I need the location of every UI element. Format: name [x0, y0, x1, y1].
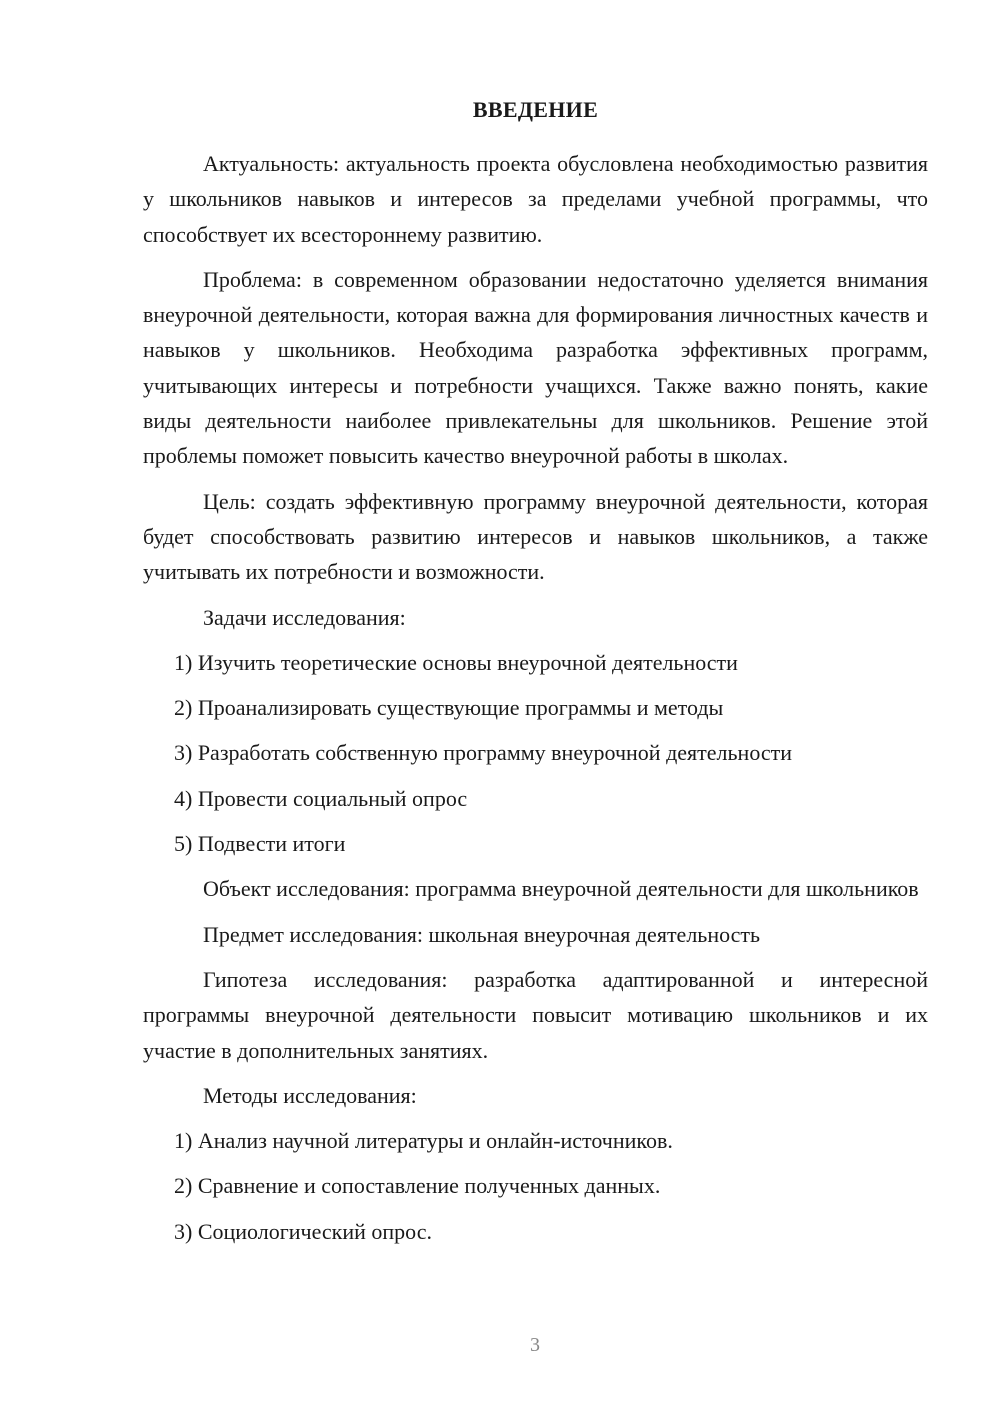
object-paragraph: Объект исследования: программа внеурочной деятельности для школьников: [203, 876, 919, 902]
method-item-1: 1) Анализ научной литературы и онлайн-источников.: [174, 1128, 673, 1154]
document-title: ВВЕДЕНИЕ: [472, 97, 599, 122]
task-item-1: 1) Изучить теоретические основы внеурочной деятельности: [174, 649, 738, 675]
tasks-heading: Задачи исследования:: [203, 604, 406, 630]
goal-paragraph: Цель: создать эффективную программу внеурочной деятельности, которая будет способствовать развитию интересов и навыков школьников, а также учитывать их потребности и возможности.: [143, 488, 928, 585]
method-item-2: 2) Сравнение и сопоставление полученных данных.: [174, 1173, 661, 1199]
problem-paragraph: Проблема: в современном образовании недостаточно уделяется внимания внеурочной деятельности, которая важна для формирования личностных качеств и навыков у школьников. Необходима разработка эффективных программ, учитывающих интересы и потребности учащихся. Также важно понять, какие виды деятельности наиболее привлекательны для школьников. Решение этой проблемы поможет повысить качество внеурочной работы в школах.: [143, 266, 928, 469]
task-item-3: 3) Разработать собственную программу внеурочной деятельности: [174, 740, 793, 766]
subject-paragraph: Предмет исследования: школьная внеурочная деятельность: [203, 921, 761, 947]
tasks-list: [143, 645, 928, 861]
hypothesis-paragraph: Гипотеза исследования: разработка адаптированной и интересной программы внеурочной деятельности повысит мотивацию школьников и их участие в дополнительных занятиях.: [143, 966, 928, 1063]
task-item-2: 2) Проанализировать существующие программы и методы: [174, 695, 724, 721]
document-page: [143, 96, 928, 1259]
task-item-4: 4) Провести социальный опрос: [174, 785, 468, 811]
page-number: 3: [530, 1334, 540, 1356]
relevance-paragraph: Актуальность: актуальность проекта обусловлена необходимостью развития у школьников навыков и интересов за пределами учебной программы, что способствует их всестороннему развитию.: [143, 151, 928, 247]
methods-list: [143, 1123, 928, 1249]
task-item-5: 5) Подвести итоги: [174, 831, 346, 857]
methods-heading: Методы исследования:: [203, 1082, 417, 1108]
method-item-3: 3) Социологический опрос.: [174, 1218, 432, 1244]
